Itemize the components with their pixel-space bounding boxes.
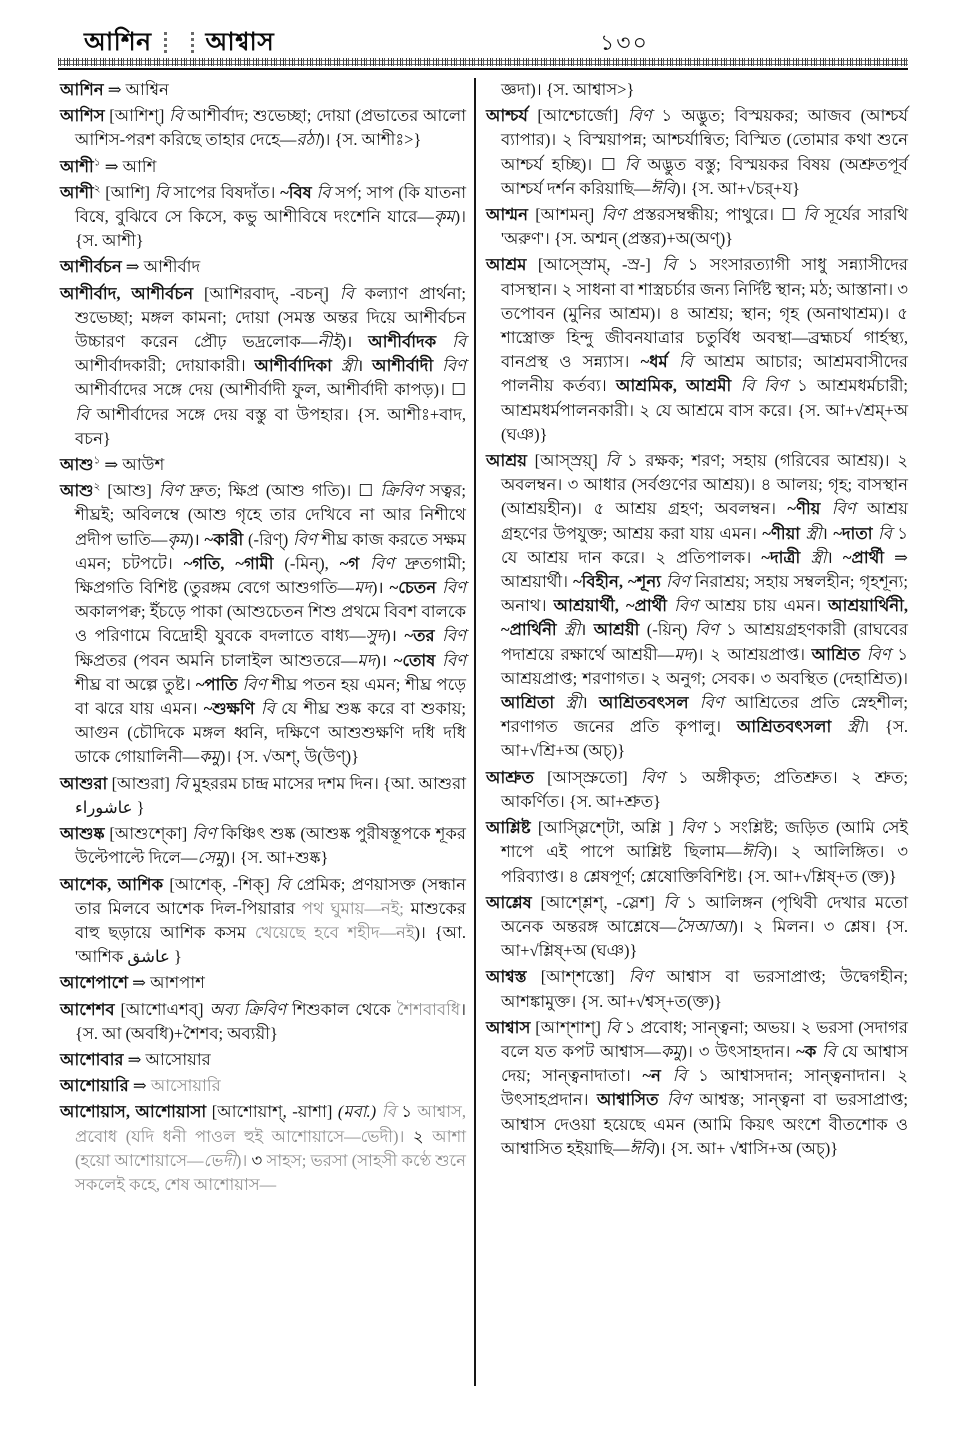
entry-text: عاشق xyxy=(127,947,170,967)
pos-or-source-label: বিণ xyxy=(442,356,466,376)
entry-text: অকালপক্ব; ইঁচড়ে পাকা (আশুচেতন শিশু প্রথমে বিবশ বালকে ও পরিণামে বিদ্রোহী যুবকে বদলাতে বাধ্য— xyxy=(75,602,466,646)
entry-text: সর্প; সাপ (কি যাতনা বিষে, বুঝিবে সে কিসে, কভু আশীবিষে দংশেনি যারে— xyxy=(75,182,466,227)
headword: ~কারী xyxy=(204,529,244,549)
entry-text: ৩ xyxy=(247,1150,267,1170)
header-separator-icon xyxy=(164,32,167,53)
headword: আশ্রুত xyxy=(486,767,534,787)
pos-or-source-label: (মবা.) xyxy=(337,1102,377,1122)
entry-text: )। xyxy=(375,650,394,670)
entry-text: [আশ্শাশ্] xyxy=(530,1017,606,1037)
dictionary-entry xyxy=(60,772,466,820)
entry-text: ১ অদ্ভুত; বিস্ময়কর; আজব (আশ্চর্য ব্যাপার)। ২ বিস্ময়াপন্ন; আশ্চর্যান্বিত; বিস্মিত (তোমার কথা শুনে আশ্চর্য হচ্ছি)। ☐ xyxy=(501,106,908,174)
dictionary-entry xyxy=(486,104,908,201)
pos-or-source-label: বিণ xyxy=(601,205,626,225)
entry-text: ১ আশ্রয়গ্রহণকারী (রাঘবের পদাশ্রয়ে রক্ষার্থে আশ্রয়ী— xyxy=(501,620,908,664)
headword: আশ্রয় xyxy=(486,451,527,471)
headword: ~দাতা xyxy=(833,523,873,543)
entry-text: (-রিণ্) xyxy=(243,529,293,549)
pos-or-source-label: বি xyxy=(75,404,89,424)
headword: ~ণীয় xyxy=(787,499,821,519)
pos-or-source-label: সেমু xyxy=(197,848,225,868)
entry-text: ⇒ আশ্বিন xyxy=(103,80,169,99)
entry-text: )। {স. আশী} xyxy=(75,207,466,251)
entry-text: আশীর্বাদ; শুভেচ্ছা; দোয়া (প্রভাতের আলো আশিস-পরশ করিছে তাহার দেহে— xyxy=(75,106,466,150)
faded-text: আসোয়ারি xyxy=(150,1076,221,1096)
headword: আশ্লিষ্ট xyxy=(486,818,531,838)
headword: ~গ xyxy=(339,553,360,573)
entry-text: ১ আশ্বাসদান; সান্ত্বনাদান। ২ উৎসাহপ্রদান। xyxy=(501,1066,909,1110)
entry-text: [আশ্শ্লেশ্, -স্লেশ] xyxy=(531,892,664,912)
entry-text: সত্বর; শীঘ্রই; অবিলম্বে (আশু গৃহে তার দেখিবে না আর নিশীথে প্রদীপ ভাতি— xyxy=(75,481,466,549)
headword: আশ্চর্য xyxy=(486,106,528,126)
pos-or-source-label: বিণ xyxy=(831,499,856,519)
headword: ~তোষ xyxy=(393,650,436,670)
entry-text: শীঘ্র পতন হয় এমন; শীঘ্র পড়ে বা ঝরে যায় এমন। xyxy=(75,674,466,719)
entry-text xyxy=(661,1066,673,1085)
entry-text: ⇒ আশ্রয়ার্থী। xyxy=(501,547,908,592)
entry-text xyxy=(668,352,679,371)
headword: আশেক, আশিক xyxy=(60,874,163,894)
dictionary-entry xyxy=(60,181,466,254)
pos-or-source-label: কৃম xyxy=(433,207,455,227)
headword: আশীর্বাদী xyxy=(372,356,434,376)
pos-or-source-label: বি xyxy=(316,182,331,202)
entry-text: মাশুকের বাহু ছড়ায়ে আশিক কসম xyxy=(75,898,467,942)
entry-text: ⇒ আশীর্বাদ xyxy=(121,257,201,277)
entry-continuation xyxy=(486,78,908,102)
entry-text: )। {স. আশীঃ>} xyxy=(319,130,422,150)
pos-or-source-label: বিণ xyxy=(192,824,217,844)
entry-text: ১ আলিঙ্গন (পৃথিবী দেখার মতো অনেক অন্তরঙ্গ আশ্লেষে— xyxy=(501,892,909,936)
entry-text: ১ xyxy=(395,1102,418,1122)
entry-text: )। ২ আলিঙ্গিত। ৩ পরিব্যাপ্ত। ৪ শ্লেষপূর্ণ; শ্লেষোক্তিবিশিষ্ট। {স. আ+√শ্লিষ্+ত (ক্ত)} xyxy=(501,842,908,886)
entry-text: জ্ঞদা)। {স. আশ্বাস>} xyxy=(501,80,635,99)
pos-or-source-label: বি বিণ xyxy=(740,376,788,396)
pos-or-source-label: বিণ xyxy=(370,553,395,573)
pos-or-source-label: বি xyxy=(174,773,189,793)
entry-text: ⇒ xyxy=(128,1076,151,1096)
dictionary-entry xyxy=(486,891,908,964)
faded-text: আশ্বাস, প্রবোধ (যদি ধনী পাওল হুই আশোয়াসে—ভেদী)। xyxy=(75,1102,467,1146)
header-separator-icon xyxy=(191,32,194,53)
headword: ~ণীয়া xyxy=(762,523,801,543)
entry-text: [আশোয়াশ্, -য়াশা] xyxy=(206,1102,338,1122)
entry-text xyxy=(557,620,564,639)
entry-text: )। {স. আ+ √শ্বাসি+অ (অচ্)} xyxy=(654,1138,839,1158)
entry-text: সূর্যের সারথি 'অরুণ'। {স. অশ্মন্ (প্রস্তর)+অ(অণ্)} xyxy=(501,205,909,249)
entry-text: [আশিশ্] xyxy=(104,106,170,126)
dictionary-entry xyxy=(486,449,908,764)
entry-text: দ্রুত; ক্ষিপ্র (আশু গতি)। ☐ xyxy=(182,481,381,501)
pos-or-source-label: বি xyxy=(381,1102,396,1122)
pos-or-source-label: ঈবি xyxy=(629,1138,655,1158)
entry-text: [আশুশ্কো] xyxy=(104,824,193,844)
pos-or-source-label: বিণ xyxy=(699,693,724,713)
entry-text xyxy=(800,548,810,567)
headword: আশ্বস্ত xyxy=(486,967,527,987)
entry-text: আশ্রয় চায় এমন। xyxy=(698,596,829,616)
headword: ~তর xyxy=(404,626,435,646)
right-column xyxy=(476,78,908,1398)
pos-or-source-label: বি xyxy=(154,182,169,202)
pos-or-source-label: বি xyxy=(624,154,639,174)
entry-text: )। xyxy=(188,529,205,549)
headword: আশিস xyxy=(60,106,105,126)
pos-or-source-label: স্ত্রী xyxy=(565,693,582,713)
pos-or-source-label: বিণ xyxy=(158,481,183,501)
entry-text: শীঘ্র কাজ করতে সক্ষম এমন; চটপটে। xyxy=(75,529,466,573)
dictionary-entry xyxy=(60,282,466,451)
entry-text: )। {স. আ+শুষ্ক} xyxy=(224,848,329,868)
headword: আশুরা xyxy=(60,773,108,793)
headword: আশ্বাস xyxy=(486,1017,531,1037)
headword: আশেশব xyxy=(60,999,115,1019)
dictionary-entry xyxy=(60,1048,466,1072)
headword: ~গতি, ~গামী xyxy=(183,553,274,573)
headword: ~প্রার্থী xyxy=(842,547,885,567)
pos-or-source-label: কমু xyxy=(199,747,220,767)
pos-or-source-label: বিণ xyxy=(694,620,719,640)
pos-or-source-label: বিণ xyxy=(674,596,698,616)
guide-word-right: আশ্বাস xyxy=(205,29,275,56)
entry-text xyxy=(658,1090,666,1109)
pos-or-source-label: বিণ xyxy=(293,529,317,549)
entry-text: ১ আশ্রয়প্রাপ্ত; শরণাগত। ২ অনুগ; সেবক। ৩ অবস্থিত (দেহাশ্রিত)। xyxy=(501,644,908,688)
entry-text: ১ যে আশ্রয় দান করে। ২ প্রতিপালক। xyxy=(501,523,908,567)
headword: আশ্লেষ xyxy=(486,892,532,912)
pos-or-source-label: বিণ xyxy=(666,1090,691,1110)
entry-text: )। xyxy=(340,332,369,352)
headword: আশু xyxy=(60,455,94,475)
entry-text xyxy=(433,356,442,375)
headword: আশ্রিতবৎসল xyxy=(598,693,689,713)
entry-text: ১ আশ্রমধর্মচারী; আশ্রমধর্মপালনকারী। ২ যে আশ্রমে বাস করে। {স. আ+√শ্রম্+অ (ঘঞ)} xyxy=(501,376,908,444)
pos-or-source-label: বিণ xyxy=(866,644,891,664)
entry-text xyxy=(731,376,740,395)
entry-text: عاشوراء xyxy=(75,797,133,817)
headword: ~ধর্ম xyxy=(640,352,668,372)
entry-text: যে শীঘ্র শুষ্ক করে বা শুকায়; আগুন (চৌদিকে মঙ্গল ধ্বনি, দক্ষিণে আশুশুক্ষণি দধি দধি ডাকে গোয়ালিনী— xyxy=(75,699,466,767)
entry-text: )। {স. আ+√চর্+য} xyxy=(675,178,801,198)
headword: আশ্রয়ার্থিনী, ~প্রার্থিনী xyxy=(501,596,908,640)
running-header xyxy=(84,22,274,56)
entry-text: ⇒ আশি xyxy=(100,156,157,176)
entry-text: আশীর্বাদের সঙ্গে দেয় (আশীর্বাদী ফুল, আশীর্বাদী কাপড়)। ☐ xyxy=(75,380,466,400)
entry-text xyxy=(435,626,443,645)
dictionary-entry xyxy=(60,479,466,769)
pos-or-source-label: বিণ xyxy=(442,578,467,598)
dictionary-entry xyxy=(60,255,466,279)
entry-text: } xyxy=(132,797,145,817)
entry-text: [আশ্শস্তো] xyxy=(526,967,629,987)
entry-text xyxy=(820,499,831,518)
headword: আশোয়াস, আশোয়াসা xyxy=(60,1102,207,1122)
entry-text: ক্ষিপ্রতর (পবন অমনি চালাইল আশুতরে— xyxy=(75,650,358,670)
headword: আশ্রিতা xyxy=(501,693,555,713)
dictionary-entry xyxy=(486,766,908,814)
entry-text: [আস্স্রোম্, -স্র-] xyxy=(526,255,663,275)
headword: আশোয়ারি xyxy=(60,1076,129,1096)
pos-or-source-label: কমু xyxy=(660,1041,682,1061)
entry-text: আশ্রম আচার; আশ্রমবাসীদের পালনীয় কর্তব্য। xyxy=(501,352,908,396)
entry-text: ১ অঙ্গীকৃত; প্রতিশ্রুত। ২ শ্রুত; আকর্ণিত। {স. আ+শ্রুত} xyxy=(501,767,908,811)
entry-text: [আশেক্, -শিক্] xyxy=(163,874,277,894)
entry-text: শিশুকাল থেকে xyxy=(286,999,397,1019)
entry-text: প্রেমিক; প্রণয়াসক্ত (সন্ধান তার মিলবে আশেক দিল-পিয়ারার xyxy=(75,874,466,918)
entry-text: [আশিরবাদ্, -বচন্] xyxy=(193,283,340,303)
entry-text: )। {স. √অশ্, উ(উণ্)} xyxy=(219,747,360,767)
entry-text: ⇒ আউশ xyxy=(100,455,165,475)
entry-text: ২ xyxy=(404,1126,433,1146)
entry-text: কল্যাণ প্রার্থনা; শুভেচ্ছা; মঙ্গল কামনা; দোয়া (সমস্ত অন্তর দিয়ে আশীর্বচন উচ্চারণ করেন প্রৌঢ় ভদ্রলোক— xyxy=(75,283,466,352)
entry-text xyxy=(359,554,370,573)
entry-text: । xyxy=(356,356,373,376)
headword: ~ন xyxy=(642,1066,661,1086)
pos-or-source-label: ভেদী xyxy=(203,1150,236,1170)
entry-text: ১ প্রবোধ; সান্ত্বনা; অভয়। ২ ভরসা (সদাগর বলে যত কপট আশ্বাস— xyxy=(501,1017,908,1061)
headword: আশ্রিত xyxy=(811,644,861,664)
headword: আশীর্বচন xyxy=(60,257,122,277)
guide-word-left: আশিন xyxy=(84,29,152,56)
entry-text: সাপের বিষদাঁত। xyxy=(168,182,281,202)
pos-or-source-label: বিণ xyxy=(442,650,466,670)
faded-text: সাহস; ভরসা (সাহসী কণ্ঠে শুনে সকলেই কহে, শেষ আশোয়াস— xyxy=(75,1150,466,1194)
entry-text: । {স. আ (অবধি)+শৈশব; অব্যয়ী} xyxy=(75,999,466,1043)
faded-text: আশা (হয়ো আশোয়াসে— xyxy=(75,1126,466,1170)
headword: আশোবার xyxy=(60,1049,124,1069)
entry-text: আশ্বাস বা ভরসাপ্রাপ্ত; উদ্বেগহীন; আশঙ্কামুক্ত। {স. আ+√শ্বস্+ত(ক্ত)} xyxy=(501,967,909,1011)
pos-or-source-label: মদ xyxy=(674,644,692,664)
entry-text xyxy=(860,645,867,664)
headword: আশ্রমিক, আশ্রমী xyxy=(616,376,732,396)
headword: আশু xyxy=(60,481,94,501)
pos-or-source-label: স্ত্রী xyxy=(340,356,357,376)
headword: আশীর্বাদ, আশীর্বচন xyxy=(60,283,194,303)
headword: আশ্রয়ার্থী, ~প্রার্থী xyxy=(553,596,668,616)
dictionary-entry xyxy=(60,822,466,870)
entry-text: [আশমন্] xyxy=(527,205,602,225)
headword: আশ্বাসিত xyxy=(597,1090,659,1110)
entry-text: । xyxy=(581,693,599,713)
pos-or-source-label: বি xyxy=(260,699,275,719)
entry-text: ⇒ আসোয়ার xyxy=(123,1049,211,1069)
entry-text: )। ২ মিলন। ৩ শ্লেষ। {স. আ+√শ্লিষ্+অ (ঘঞ)} xyxy=(501,916,909,961)
headword: আশীর্বাদিকা xyxy=(254,356,332,376)
entry-text xyxy=(436,332,452,351)
entry-text: )। xyxy=(371,578,390,598)
entry-text: আশ্রিতের প্রতি স্নেহশীল; শরণাগত জনের প্রতি কৃপালু। xyxy=(501,693,909,737)
entry-text xyxy=(332,356,341,375)
entry-text: কিঞ্চিৎ শুষ্ক (আশুষ্ক পুরীষস্তূপকে শূকর উল্টেপাল্টে দিলে— xyxy=(75,824,466,868)
pos-or-source-label: অব্য xyxy=(209,999,238,1019)
entry-text: আশীর্বাদের সঙ্গে দেয় বস্তু বা উপহার। {স. আশীঃ+বাদ, বচন} xyxy=(75,404,466,448)
dictionary-entry xyxy=(60,104,466,152)
pos-or-source-label: বি xyxy=(803,205,818,225)
pos-or-source-label: রঠা xyxy=(296,130,320,150)
entry-text: শীঘ্র বা অল্পে তুষ্ট। xyxy=(75,674,196,694)
headword: ~শুক্ষণি xyxy=(203,699,255,719)
pos-or-source-label: বি xyxy=(822,1041,836,1061)
dictionary-entry xyxy=(60,998,466,1046)
pos-or-source-label: কৃম xyxy=(167,529,189,549)
entry-text: [আশু] xyxy=(100,481,159,501)
pos-or-source-label: বি xyxy=(662,255,677,275)
entry-text: (-য়িন্) xyxy=(639,620,695,640)
pos-or-source-label: বি xyxy=(605,1017,620,1037)
faded-text: শৈশবাবধি xyxy=(396,999,461,1019)
entry-text: [আস্স্লিশ্টো, অশ্লি ] xyxy=(530,818,681,838)
pos-or-source-label: বি xyxy=(678,352,693,372)
entry-text: । xyxy=(580,620,594,640)
header-rule xyxy=(58,68,908,70)
pos-or-source-label: সৈআআ xyxy=(676,916,733,936)
pos-or-source-label: স্ত্রী xyxy=(564,620,581,640)
dictionary-entry xyxy=(60,971,466,995)
entry-text: )। {আ. 'আশিক xyxy=(75,922,467,967)
pos-or-source-label: বি xyxy=(452,332,467,352)
headword: আশী xyxy=(60,182,94,202)
pos-or-source-label: ক্রিবিণ xyxy=(243,999,287,1019)
pos-or-source-label: বি xyxy=(339,283,354,303)
pos-or-source-label: বিণ xyxy=(242,674,267,694)
headword: আশ্রয়ী xyxy=(593,620,640,640)
dictionary-entry xyxy=(60,1074,466,1098)
entry-text: । xyxy=(821,523,834,543)
dictionary-entry xyxy=(60,155,466,179)
headword: ~ক xyxy=(796,1041,817,1061)
entry-text: । {স. আ+√শ্রি+অ (অচ্)} xyxy=(501,717,908,761)
homonym-superscript: ২ xyxy=(93,481,101,493)
pos-or-source-label: বিণ xyxy=(627,106,652,126)
left-column xyxy=(58,78,474,1398)
pos-or-source-label: বি xyxy=(672,1066,687,1086)
entry-text: [আশুরা] xyxy=(107,773,175,793)
entry-text: । xyxy=(826,547,843,567)
entry-text: ⇒ আশপাশ xyxy=(128,973,205,993)
pos-or-source-label: মদ xyxy=(357,650,376,670)
faded-text: পথ ঘুমায়—নই; xyxy=(301,898,404,918)
headword: আশ্মন xyxy=(486,205,528,225)
pos-or-source-label: স্ত্রী xyxy=(847,717,864,737)
headword: আশী xyxy=(60,156,94,176)
entry-text: [আস্স্রুতো] xyxy=(533,767,641,787)
entry-text: যে আশ্বাস দেয়; সান্ত্বনাদাতা। xyxy=(501,1041,908,1086)
pos-or-source-label: বিণ xyxy=(628,967,653,987)
pos-or-source-label: বি xyxy=(276,874,290,894)
dictionary-entry xyxy=(486,965,908,1013)
faded-text: )। xyxy=(235,1150,248,1170)
headword: আশ্রম xyxy=(486,255,527,275)
entry-text: [আশোএশব্] xyxy=(114,999,210,1019)
headword: আশেপাশে xyxy=(60,973,129,993)
headword: ~বিহীন, ~শূন্য xyxy=(573,572,661,592)
headword: ~চেতন xyxy=(389,578,437,598)
entry-text: ১ সংশ্লিষ্ট; জড়িত (আমি সেই শাপে এই পাপে আশ্লিষ্ট ছিলাম— xyxy=(501,818,908,862)
entry-text: নিরাশ্রয়; সহায় সম্বলহীন; গৃহশূন্য; অনাথ। xyxy=(501,572,908,616)
dictionary-entry xyxy=(60,453,466,477)
entry-text: [আস্স্রয়্] xyxy=(526,451,606,471)
entry-text: )। ২ আশ্রয়প্রাপ্ত। xyxy=(691,644,812,664)
pos-or-source-label: বিণ xyxy=(442,626,467,646)
headword: আশিন xyxy=(60,80,104,99)
entry-text xyxy=(689,693,700,712)
entry-text: আশীর্বাদকারী; দোয়াকারী। xyxy=(75,356,255,376)
entry-text: আশ্রয় গ্রহণের উপযুক্ত; আশ্রয় করা যায় এমন। xyxy=(501,499,908,543)
pos-or-source-label: ঈবি xyxy=(741,842,767,862)
pos-or-source-label: বি xyxy=(169,106,184,126)
pos-or-source-label: নীই xyxy=(317,332,341,352)
entry-text: ১ সংসারত্যাগী সাধু সন্ন্যাসীদের বাসস্থান। ২ সাধনা বা শাস্ত্রচর্চার জন্য নির্দিষ্ট স্থান; মঠ; আস্তানা। ৩ তপোবন (মুনির আশ্রম)। ৪ আশ্রয়; স্থান; গৃহ (অনাথাশ্রম)। ৫ শাস্ত্রোক্ত হিন্দু জীবনযাত্রার চতুর্বিধ অবস্থা—ব্রহ্মচর্য গার্হস্থ্য, বানপ্রস্থ ও সন্ন্যাস। xyxy=(501,255,908,372)
text-columns xyxy=(58,78,908,1398)
dictionary-entry xyxy=(486,203,908,251)
headword: আশীর্বাদক xyxy=(368,332,437,352)
headword: ~বিষ xyxy=(280,182,312,202)
pos-or-source-label: বি xyxy=(663,892,678,912)
homonym-superscript: ১ xyxy=(93,455,101,467)
pos-or-source-label: ক্রিবিণ xyxy=(380,481,423,501)
entry-text: দ্রুতগামী; ক্ষিপ্রগতি বিশিষ্ট (তুরঙ্গম বেগে আশুগতি— xyxy=(75,553,467,598)
entry-text: অদ্ভুত বস্তু; বিস্ময়কর বিষয় (অশ্রুতপূর্ব আশ্চর্য দর্শন করিয়াছি— xyxy=(501,154,908,198)
headword: ~পাতি xyxy=(195,674,238,694)
entry-text: )। xyxy=(385,626,405,646)
pos-or-source-label: বি xyxy=(877,523,892,543)
pos-or-source-label: স্ত্রী xyxy=(805,523,822,543)
entry-text: প্রস্তরসম্বন্ধীয়; পাথুরে। ☐ xyxy=(625,205,804,225)
headword: আশুষ্ক xyxy=(60,824,105,844)
entry-text xyxy=(831,717,847,736)
dictionary-entry xyxy=(486,253,908,447)
pos-or-source-label: বিণ xyxy=(640,767,665,787)
page-number: ১৩০ xyxy=(600,30,649,55)
entry-text xyxy=(554,693,565,712)
pos-or-source-label: বি xyxy=(605,451,620,471)
pos-or-source-label: মদ xyxy=(354,578,372,598)
pos-or-source-label: ঈবি xyxy=(650,178,676,198)
pos-or-source-label: স্ত্রী xyxy=(810,547,827,567)
scan-noise-band xyxy=(58,58,908,66)
dictionary-entry xyxy=(486,1016,908,1161)
entry-text: [আশি] xyxy=(100,182,155,202)
homonym-superscript: ১ xyxy=(93,157,101,169)
entry-text: (-মিন্), xyxy=(273,553,340,573)
pos-or-source-label: সুদ xyxy=(365,626,386,646)
homonym-superscript: ২ xyxy=(93,183,101,195)
dictionary-entry xyxy=(486,816,908,889)
pos-or-source-label: বিণ xyxy=(680,818,705,838)
headword: ~দাত্রী xyxy=(761,547,801,567)
entry-text: ১ রক্ষক; শরণ; সহায় (গরিবের আশ্রয়)। ২ অবলম্বন। ৩ আধার (সর্বগুণের আশ্রয়)। ৪ আলয়; গৃহ; বাসস্থান (আশ্রয়হীন)। ৫ আশ্রয় গ্রহণ; অবলম্বন। xyxy=(501,451,908,519)
entry-text: )। ৩ উৎসাহদান। xyxy=(681,1041,797,1061)
entry-text: আশ্বস্ত; সান্ত্বনা বা ভরসাপ্রাপ্ত; আশ্বাস দেওয়া হয়েছে এমন (আমি কিয়ৎ অংশে বীতশোক ও আশ্বাসিত হইয়াছি— xyxy=(501,1090,908,1158)
dictionary-entry xyxy=(60,78,466,102)
dictionary-entry xyxy=(60,873,466,970)
entry-text: } xyxy=(169,947,182,967)
dictionary-entry xyxy=(60,1100,466,1197)
faded-text: খেয়েছে হবে শহীদ—নই xyxy=(254,922,415,942)
entry-text: মুহররম চান্দ্র মাসের দশম দিন। {আ. আশুরা xyxy=(188,773,466,793)
headword: আশ্রিতবৎসলা xyxy=(736,717,832,737)
entry-text: [আশ্চোর্জো] xyxy=(527,106,628,126)
pos-or-source-label: বিণ xyxy=(665,572,690,592)
